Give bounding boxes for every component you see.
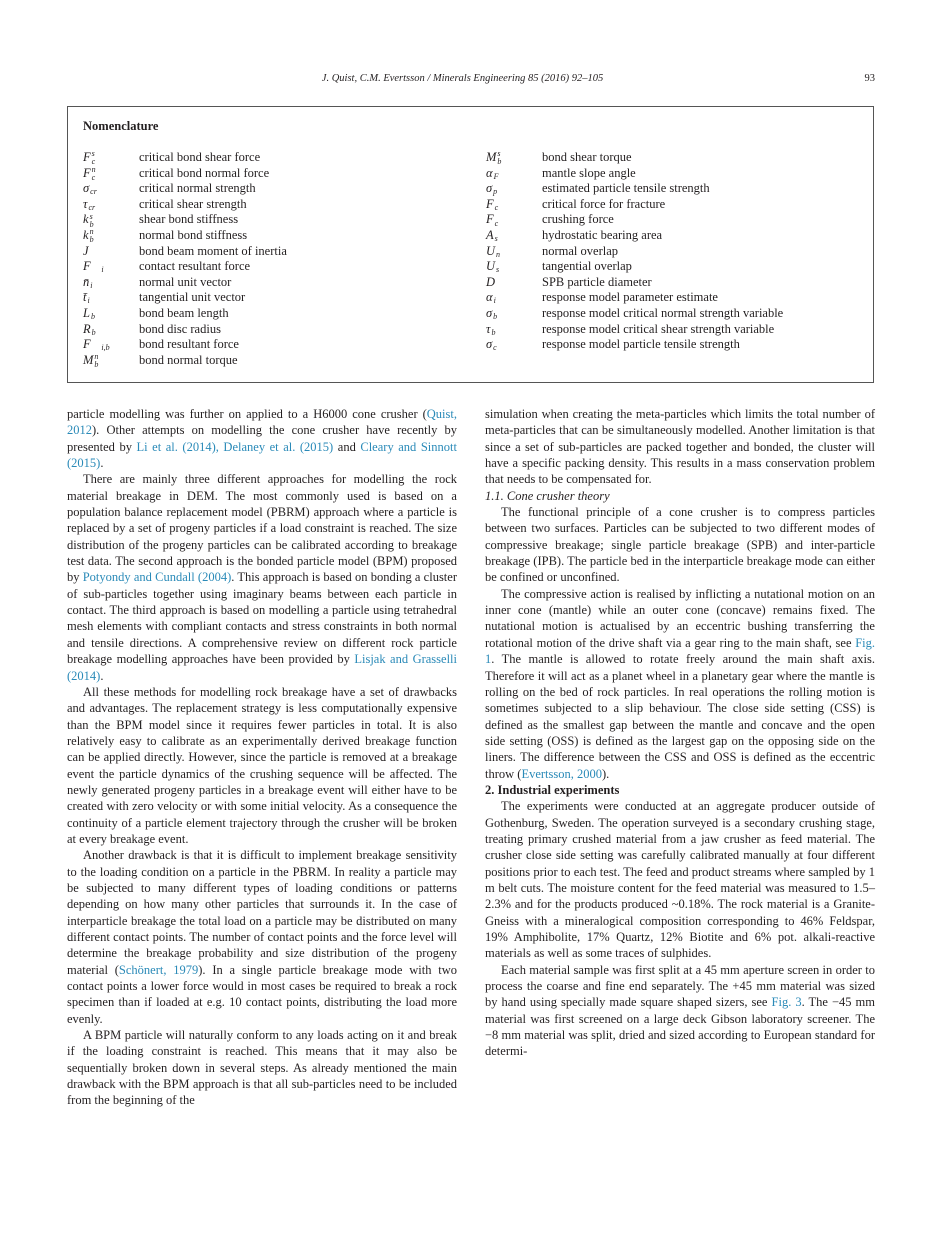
symbol-subscript: cr [88,202,96,212]
left-text-column [67,406,457,1109]
nomenclature-definition: normal unit vector [139,274,232,289]
nomenclature-symbol [486,150,542,166]
nomenclature-definition: shear bond stiffness [139,212,239,227]
paragraph: The functional principle of a cone crusher is to compress particles between two surfaces. Particles can be subjected to two different modes of compressive breakage; single particle breakage (SPB) and inter-particle breakage (IPB). The particle bed in the interparticle breakage mode can either be confined or unconfined. [485,505,875,585]
symbol-subscript: s [496,265,500,275]
nomenclature-symbol [83,150,139,166]
symbol-subscript: cr [90,187,97,197]
citation-link[interactable]: Cleary and Sinnott (2015) [67,439,457,471]
nomenclature-symbol [486,322,542,338]
nomenclature-definition: bond normal torque [139,352,238,367]
symbol-superscript: n [91,164,96,174]
symbol-base: t̄ [83,290,87,305]
symbol-subscript: b [89,219,94,229]
nomenclature-left-column [83,150,473,368]
nomenclature-definition: response model particle tensile strength [542,337,740,352]
nomenclature-definition: estimated particle tensile strength [542,181,710,196]
nomenclature-definition: tangential unit vector [139,290,246,305]
nomenclature-entry [486,322,866,338]
paragraph: All these methods for modelling rock breakage have a set of drawbacks and advantages. The replacement strategy is less computationally expensive than the BPM model since it requires fewer particles in total. It is also relatively easy to calibrate as an experimentally derived breakage function can be applied directly. However, since the particle is removed at a breakage event the particle dynamics of the crushing sequence will be affected. The newly generated progeny particles in a breakage event will either have to be created with zero velocity or with some initial velocity. As a consequence the continuity of a particle element trajectory through the crusher will be broken at every breakage event. [67,684,457,846]
text: . The −45 mm material was first screened on a large deck Gibson laboratory screener. The −8 mm material was split, dried and sized according to European standard for determi- [485,995,876,1059]
symbol-subscript: F [493,171,499,181]
paragraph: simulation when creating the meta-particles which limits the total number of meta-particles that can be simultaneously modelled. Another limitation is that since a set of sub-particles are packed together and bonded, the cluster will have a specific packing density. This results in a mass conservation problem that needs to be compensated for. [485,407,875,487]
nomenclature-entry [83,275,473,291]
citation-link[interactable]: Li et al. (2014), Delaney et al. (2015) [136,439,334,454]
nomenclature-entry [83,166,473,182]
symbol-subscript: c [91,157,96,167]
nomenclature-entry [486,166,866,182]
nomenclature-symbol [486,166,542,182]
nomenclature-entry [486,290,866,306]
nomenclature-entry [486,275,866,291]
nomenclature-symbol [486,244,542,260]
nomenclature-definition: mantle slope angle [542,165,636,180]
nomenclature-symbol [83,275,139,291]
nomenclature-entry [486,306,866,322]
nomenclature-entry [486,259,866,275]
paragraph [67,406,457,471]
citation-link[interactable]: Lisjak and Grasselli (2014) [67,652,458,683]
symbol-base: F⃗ [83,337,101,352]
nomenclature-definition: tangential overlap [542,259,632,274]
figure-link[interactable]: Fig. 3 [771,995,802,1010]
text: ). In a single particle breakage mode with two contact points a lower force would in most cases be required to break a rock specimen than if loaded at e.g. 10 contact points, distributing the load more evenly. [67,962,457,1026]
symbol-base: F [486,212,494,227]
citation-link[interactable]: Schönert, 1979 [118,962,199,977]
symbol-subscript: b [94,359,99,369]
nomenclature-entry [486,212,866,228]
symbol-subscript: b [91,327,96,337]
symbol-superscript: s [89,211,93,221]
symbol-subscript: b [493,312,498,322]
citation-link[interactable]: Potyondy and Cundall (2004) [82,570,232,585]
nomenclature-symbol [83,353,139,369]
nomenclature-symbol [486,275,542,291]
nomenclature-entry [83,259,473,275]
nomenclature-symbol [486,259,542,275]
nomenclature-symbol [83,306,139,322]
nomenclature-symbol [486,306,542,322]
symbol-superscript: s [497,149,501,159]
nomenclature-definition: contact resultant force [139,259,251,274]
text: particle modelling was further on applied to a H6000 cone crusher ( [67,407,427,421]
nomenclature-definition: bond disc radius [139,321,221,336]
symbol-base: k [83,212,89,227]
paragraph: A BPM particle will naturally conform to any loads acting on it and break if the loading constraint is reached. This means that it may also be sequentially broken down in several steps. As already mentioned the main drawback with the BPM approach is that all sub-particles need to be included from the beginning of the [67,1028,457,1108]
symbol-base: σ [486,181,493,196]
figure-link[interactable]: Fig. 1 [485,635,875,667]
nomenclature-box [67,106,874,383]
nomenclature-symbol [83,181,139,197]
symbol-superscript: n [89,227,94,237]
nomenclature-definition: bond beam length [139,305,229,320]
symbol-subscript: i,b [101,343,110,353]
symbol-base: α [486,165,493,180]
text: The compressive action is realised by inflicting a nutational motion on an inner cone (mantle) while an outer cone (concave) remains fixed. The nutational motion is actualised by an eccentric bushing transferring the rotational motion of the drive shaft via a gear ring to the main shaft, see [485,586,875,650]
paragraph [485,962,875,1060]
paragraph [67,847,457,1027]
nomenclature-entry [83,290,473,306]
symbol-base: M [486,150,497,164]
nomenclature-symbol [486,212,542,228]
text: . This approach is based on bonding a cluster of sub-particles together using imaginary beams between each particle in contact. The third approach is based on modelling a particle using tetrahedral mesh elements with compliant contacts and stress constraints in both normal and tensile directions. A comprehensive review on different rock particle breakage modelling approaches have been provided by [67,570,457,667]
paragraph [67,471,457,683]
symbol-subscript: b [497,157,502,167]
symbol-base: F [83,165,91,180]
symbol-base: R [83,321,91,336]
citation-link[interactable]: Evertsson, 2000 [521,766,603,781]
right-text-column [485,406,875,1060]
symbol-superscript: n [94,351,99,361]
symbol-subscript: i [101,265,104,275]
nomenclature-definition: SPB particle diameter [542,274,652,289]
nomenclature-entry [83,181,473,197]
nomenclature-definition: critical bond normal force [139,165,270,180]
symbol-base: F [83,150,91,164]
nomenclature-definition: critical normal strength [139,181,256,196]
nomenclature-entry [83,306,473,322]
symbol-subscript: c [493,343,497,353]
nomenclature-symbol [83,166,139,182]
nomenclature-symbol [486,228,542,244]
nomenclature-definition: response model critical normal strength variable [542,305,784,320]
symbol-subscript: s [494,234,498,244]
symbol-subscript: p [493,187,498,197]
nomenclature-entry [486,337,866,353]
symbol-base: σ [486,305,493,320]
nomenclature-definition: normal bond stiffness [139,227,248,242]
text: There are mainly three different approaches for modelling the rock material breakage in DEM. The most commonly used is based on a population balance replacement model (PBRM) approach where a particle is replaced by a set of progeny particles if a load constraint is reached. The size distribution of the progeny particles can be calibrated according to breakage test data. The second approach is the bonded particle model (BPM) proposed by [67,472,457,585]
symbol-subscript: n [496,249,501,259]
section-heading: 2. Industrial experiments [485,782,620,797]
symbol-base: τ [486,321,491,336]
nomenclature-definition: crushing force [542,212,614,227]
symbol-base: σ [486,337,493,352]
text: . The mantle is allowed to rotate freely around the main shaft axis. Therefore it will act as a planet wheel in a planetary gear where the mantle is rolling on the bed of rock particles. In real operations the rolling motion is sometimes subjected to a slip behaviour. The close side setting (CSS) is defined as the smallest gap between the mantle and concave and the open side setting (OSS) is defined as the largest gap on the opposing side on the liners. The difference between the CSS and OSS is defined as the eccentric throw ( [485,652,875,781]
nomenclature-symbol [83,212,139,228]
symbol-subscript: c [91,172,96,182]
nomenclature-symbol [486,181,542,197]
symbol-subscript: b [90,312,95,322]
nomenclature-entry [83,244,473,260]
nomenclature-entry [83,228,473,244]
nomenclature-entry [486,150,866,166]
nomenclature-symbol [486,290,542,306]
nomenclature-entry [486,181,866,197]
text: Each material sample was first split at a 45 mm aperture screen in order to process the coarse and fine end separately. The +45 mm material was sized by hand using specially made square shaped sizers, see [485,962,875,1010]
nomenclature-entry [83,150,473,166]
nomenclature-entry [486,244,866,260]
nomenclature-entry [83,322,473,338]
symbol-superscript: s [91,149,95,159]
symbol-base: U [486,259,496,274]
symbol-base: D [486,274,496,289]
nomenclature-symbol [83,228,139,244]
symbol-base: τ [83,196,88,211]
nomenclature-definition: hydrostatic bearing area [542,227,663,242]
nomenclature-symbol [83,244,139,260]
paragraph: The experiments were conducted at an aggregate producer outside of Gothenburg, Sweden. The operation surveyed is a secondary crushing stage, treating primary crushed material from a jaw crusher as feed material. The crusher close side setting was carefully calibrated manually at four different positions prior to each test. The feed and product streams where sampled by 1 m belt cuts. The moisture content for the feed material was measured to 1.5–2.3% and for the products produced ~0.18%. The rock material is a Granite-Gneiss with a mineralogical composition corresponding to 46% Feldspar, 19% Amphibolite, 17% Quartz, 12% Biotite and 6% pot. alkali-reactive materials as well as some traces of sulphides. [485,799,875,961]
text: . [100,456,104,471]
symbol-base: F [486,196,494,211]
nomenclature-entry [83,212,473,228]
running-head: J. Quist, C.M. Evertsson / Minerals Engineering 85 (2016) 92–105 [321,73,604,84]
symbol-subscript: i [87,296,90,306]
symbol-base: F⃗ [83,259,101,274]
symbol-base: L [83,305,90,320]
nomenclature-definition: response model parameter estimate [542,290,718,305]
symbol-base: n̄ [83,274,90,289]
text: and [333,439,361,454]
symbol-base: A [486,227,494,242]
nomenclature-symbol [486,337,542,353]
nomenclature-entry [486,197,866,213]
nomenclature-entry [83,337,473,353]
nomenclature-definition: bond resultant force [139,337,239,352]
nomenclature-symbol [83,197,139,213]
symbol-base: M [83,352,94,367]
nomenclature-symbol [486,197,542,213]
symbol-base: J [83,243,89,258]
nomenclature-entry [83,353,473,369]
text: ). Other attempts on modelling the cone crusher have recently by presented by [67,423,457,454]
nomenclature-definition: normal overlap [542,243,619,258]
symbol-base: σ [83,181,90,196]
nomenclature-definition: bond beam moment of inertia [139,243,287,258]
symbol-subscript: c [494,202,499,212]
nomenclature-symbol [83,290,139,306]
nomenclature-definition: critical shear strength [139,196,247,211]
nomenclature-entry [83,197,473,213]
subsection-heading: 1.1. Cone crusher theory [485,488,610,503]
symbol-base: k [83,227,89,242]
symbol-subscript: c [494,218,499,228]
nomenclature-right-column [486,150,866,353]
nomenclature-definition: response model critical shear strength variable [542,321,775,336]
symbol-subscript: b [89,235,94,245]
text: Another drawback is that it is difficult to implement breakage sensitivity to the loading condition on a particle in the PBRM. In reality a particle may be subjected to many different types of loading conditions or patterns depending on how many other particles that surrounds it. In the case of interparticle breakage the total load on a particle may be distributed on many different contact points. The number of contact points and the force level will determine the breakage probability and size distribution of the progeny material ( [67,848,457,977]
page-number: 93 [864,73,875,84]
text: . [100,668,104,683]
citation-link[interactable]: Quist, 2012 [67,407,457,438]
symbol-subscript: b [491,327,496,337]
nomenclature-symbol [83,322,139,338]
symbol-subscript: i [493,296,496,306]
nomenclature-definition: critical bond shear force [139,150,261,164]
nomenclature-symbol [83,259,139,275]
symbol-subscript: i [90,280,93,290]
nomenclature-definition: bond shear torque [542,150,632,164]
paragraph [485,586,875,782]
nomenclature-entry [486,228,866,244]
text: ). [602,766,610,781]
nomenclature-symbol [83,337,139,353]
nomenclature-definition: critical force for fracture [542,196,666,211]
nomenclature-title: Nomenclature [83,119,159,133]
symbol-base: U [486,243,496,258]
symbol-base: α [486,290,493,305]
